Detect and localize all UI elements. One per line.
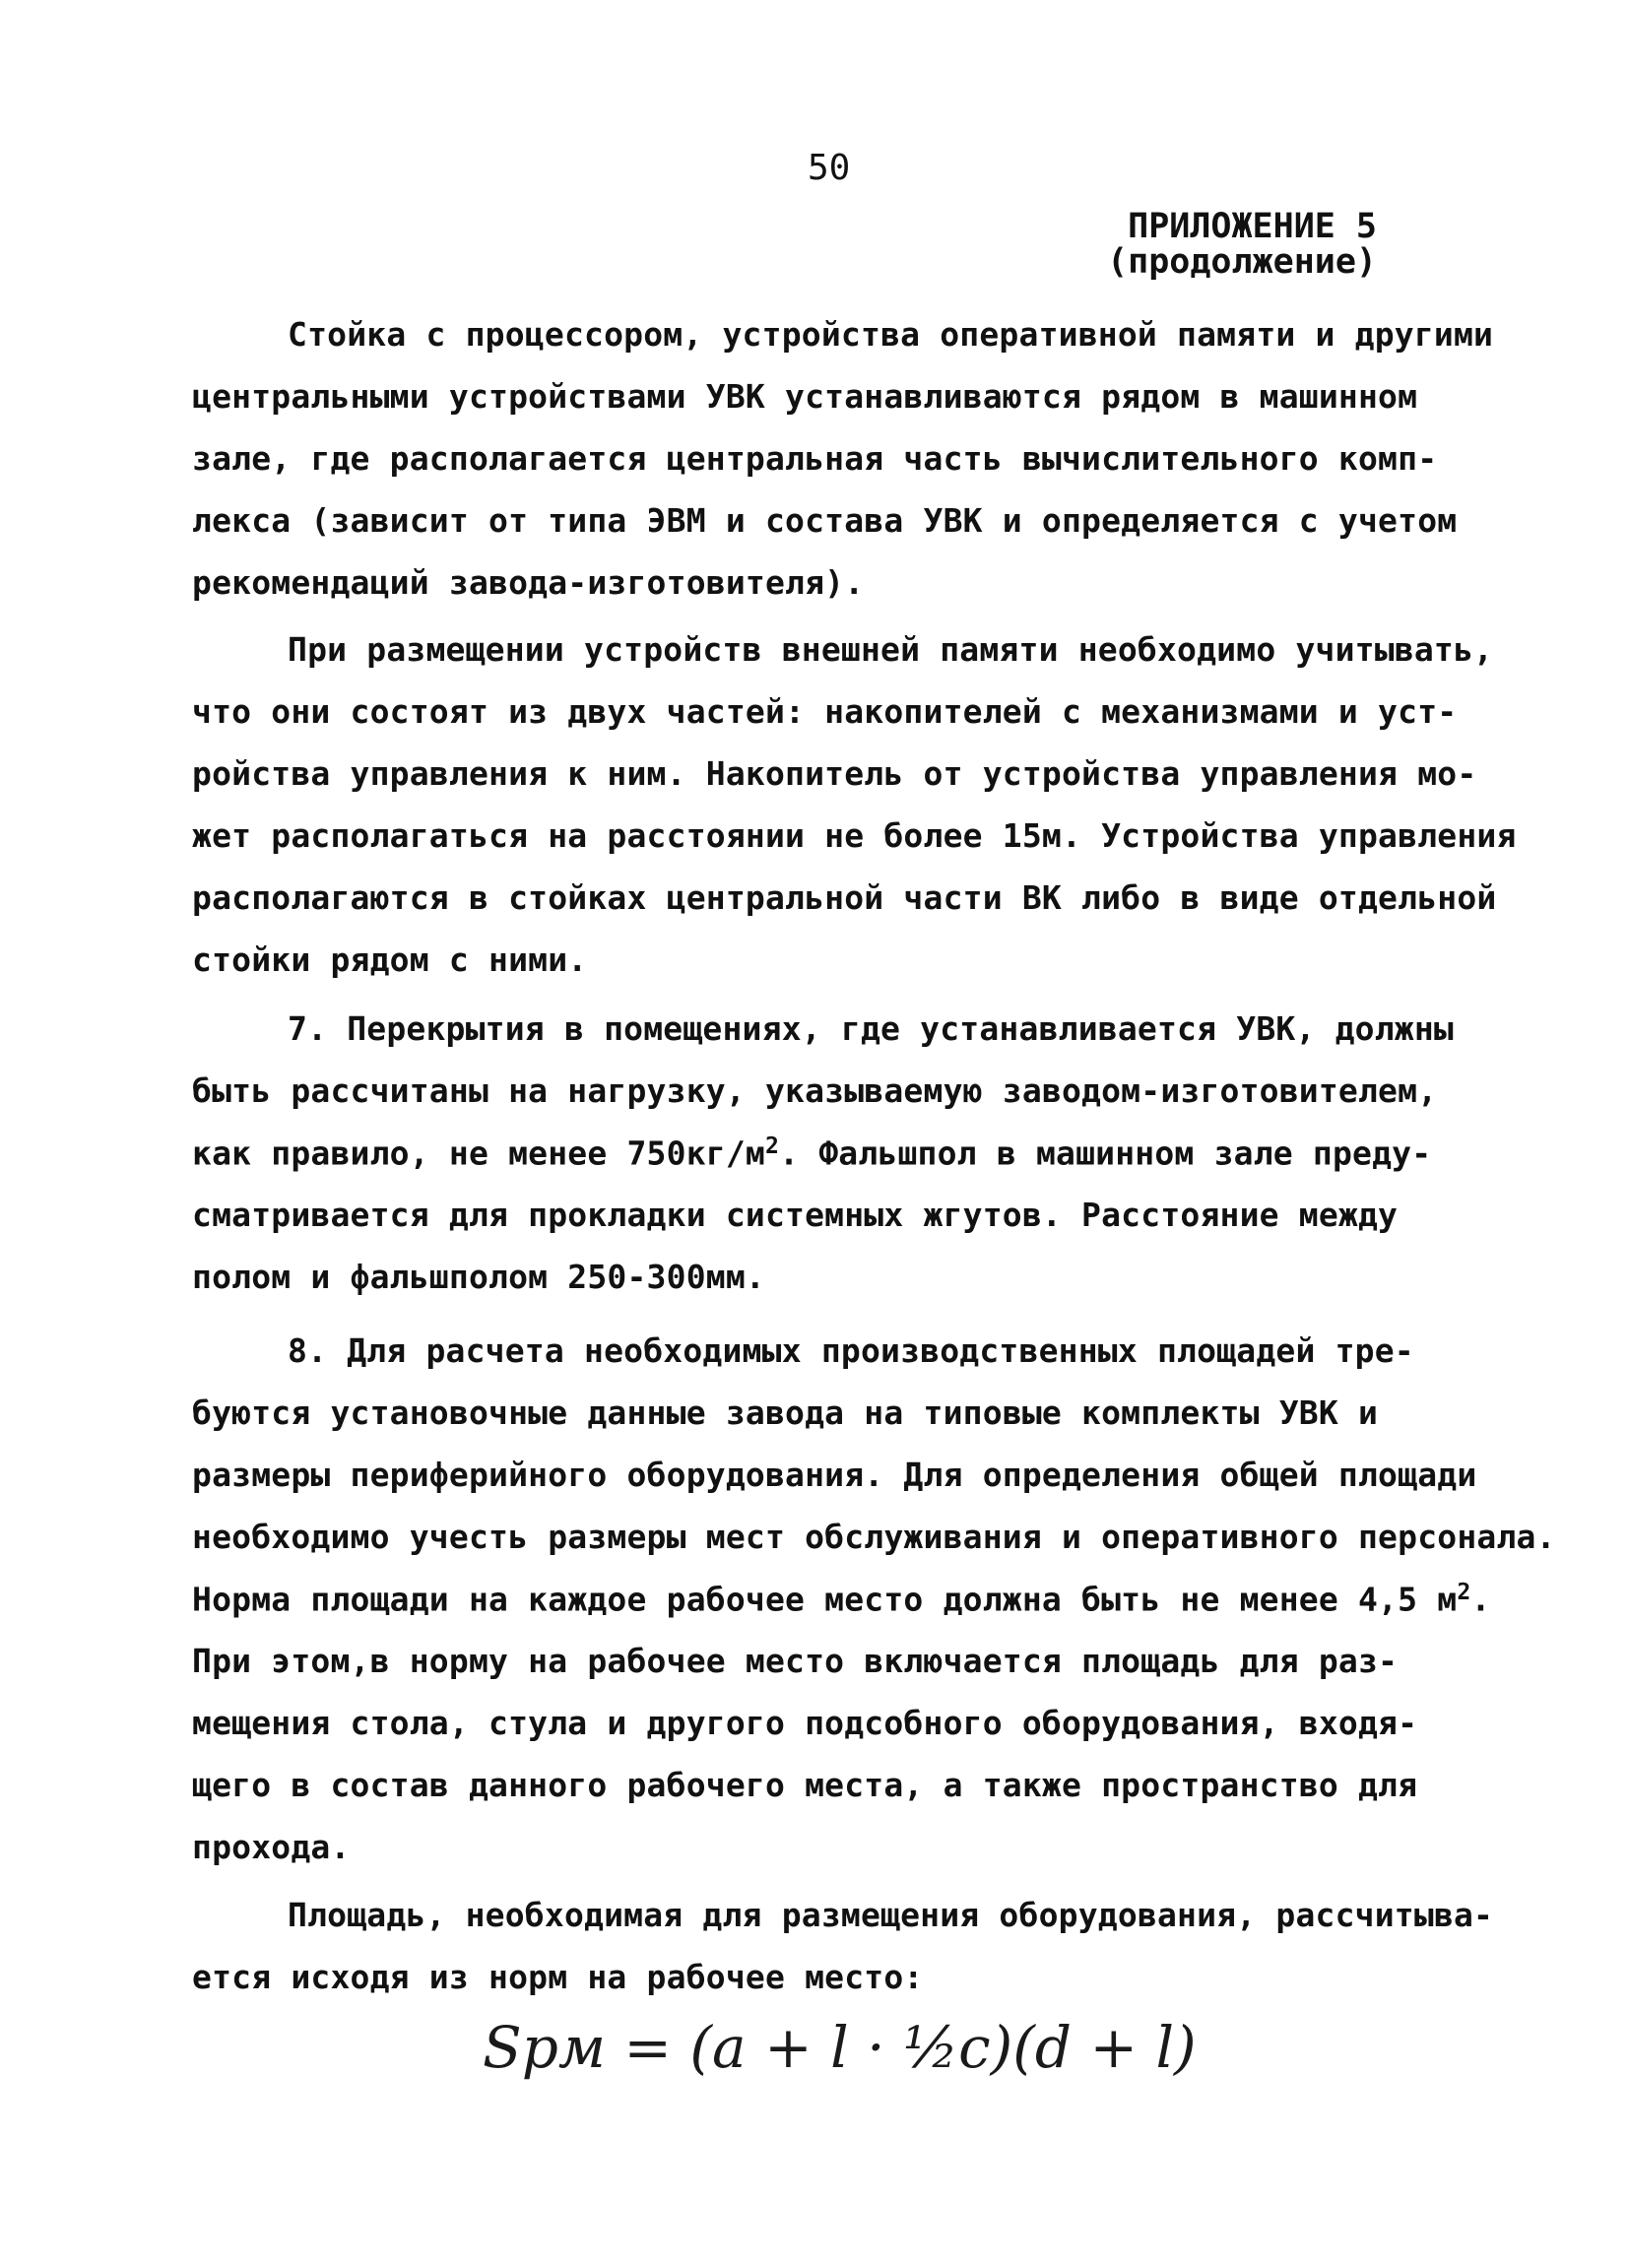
text-line: Площадь, необходимая для размещения оборудования, рассчитыва- xyxy=(288,1896,1494,1934)
text-line: При размещении устройств внешней памяти необходимо учитывать, xyxy=(288,630,1494,669)
appendix-title: ПРИЛОЖЕНИЕ 5 xyxy=(1128,207,1377,246)
superscript: 2 xyxy=(764,1134,780,1159)
appendix-subtitle: (продолжение) xyxy=(1107,242,1377,282)
text-line: сматривается для прокладки системных жгутов. Расстояние между xyxy=(192,1196,1399,1234)
text-line xyxy=(192,1580,1491,1619)
text-line: Стойка с процессором, устройства оперативной памяти и другими xyxy=(288,315,1494,354)
text-fragment: как правило, не менее 750кг/м xyxy=(192,1134,765,1173)
text-line: быть рассчитаны на нагрузку, указываемую заводом-изготовителем, xyxy=(192,1071,1438,1110)
appendix-header xyxy=(1107,209,1377,280)
page-number: 50 xyxy=(808,148,851,188)
text-line: ройства управления к ним. Накопитель от устройства управления мо- xyxy=(192,754,1477,793)
text-line: располагаются в стойках центральной части ВК либо в виде отдельной xyxy=(192,878,1497,917)
text-fragment: Норма площади на каждое рабочее место должна быть не менее 4,5 м xyxy=(192,1580,1458,1619)
text-line: зале, где располагается центральная часть вычислительного комп- xyxy=(192,439,1438,478)
text-line: прохода. xyxy=(192,1828,351,1866)
text-line: что они состоят из двух частей: накопителей с механизмами и уст- xyxy=(192,692,1458,731)
text-line: буются установочные данные завода на типовые комплекты УВК и xyxy=(192,1393,1379,1432)
text-line: 7. Перекрытия в помещениях, где устанавливается УВК, должны xyxy=(288,1009,1454,1048)
text-line: размеры периферийного оборудования. Для определения общей площади xyxy=(192,1456,1477,1494)
superscript: 2 xyxy=(1457,1580,1471,1605)
text-line: 8. Для расчета необходимых производственных площадей тре- xyxy=(288,1331,1414,1370)
text-fragment: . xyxy=(1470,1580,1491,1619)
text-line: ется исходя из норм на рабочее место: xyxy=(192,1958,924,1996)
text-line: необходимо учесть размеры мест обслуживания и оперативного персонала. xyxy=(192,1518,1556,1556)
text-line: При этом,в норму на рабочее место включается площадь для раз- xyxy=(192,1642,1399,1680)
text-line: жет располагаться на расстоянии не более 15м. Устройства управления xyxy=(192,816,1517,855)
handwritten-formula: Sрм = (a + l · ½c)(d + l) xyxy=(483,2014,1197,2081)
text-line: щего в состав данного рабочего места, а также пространство для xyxy=(192,1766,1418,1804)
text-line: мещения стола, стула и другого подсобного оборудования, входя- xyxy=(192,1704,1418,1742)
text-line: центральными устройствами УВК устанавливаются рядом в машинном xyxy=(192,377,1418,416)
text-line: рекомендаций завода-изготовителя). xyxy=(192,563,865,602)
text-fragment: . Фальшпол в машинном зале преду- xyxy=(779,1134,1432,1173)
text-line: полом и фальшполом 250-300мм. xyxy=(192,1258,765,1296)
text-line xyxy=(192,1134,1431,1173)
text-line: лекса (зависит от типа ЭВМ и состава УВК и определяется с учетом xyxy=(192,501,1458,540)
text-line: стойки рядом с ними. xyxy=(192,940,588,979)
